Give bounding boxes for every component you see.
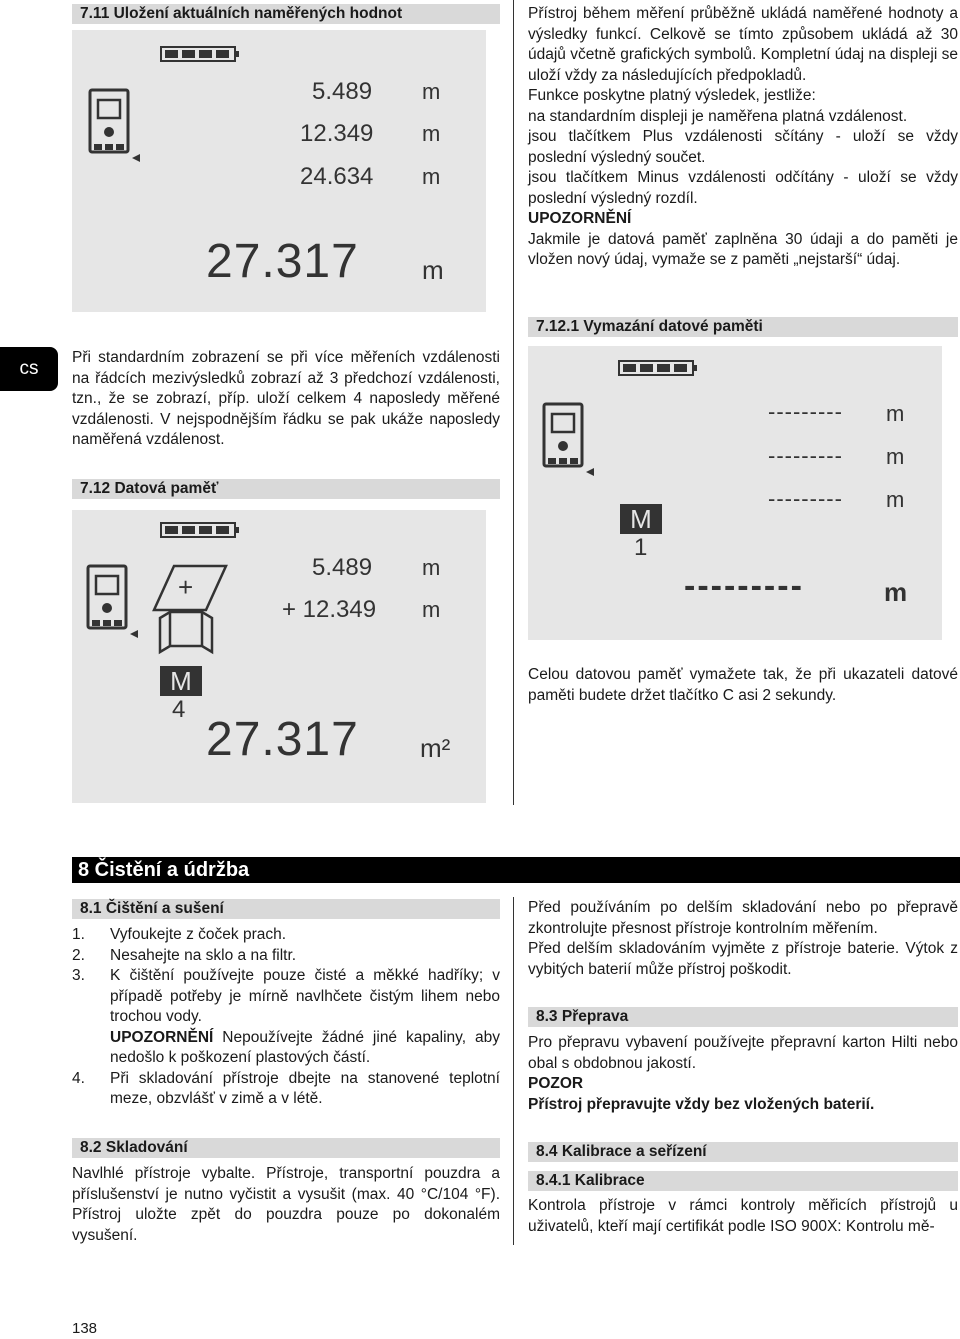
warning-label: POZOR [528,1075,584,1092]
cleaning-steps [72,925,500,1110]
memory-icon: M [160,666,202,696]
clear-memory-text: Celou datovou paměť vymažete tak, že při ukazateli datové paměti budete držet tlačítko C asi 2 sekundy. [528,666,958,704]
device-icon [86,88,142,168]
paragraph: Přístroj během měření průběžně ukládá naměřené hodnoty a výsledky funkcí. Celkově se tímto způsobem ukládá až 30 údajů včetně grafických symbolů. Kompletní údaj na displeji se uloží vždy za následujících předpokladů. [528,5,958,84]
section-7-12-1-heading: 7.12.1 Vymazání datové paměti [528,317,958,337]
display-line-2: + 12.349 [282,596,377,623]
memory-index: 1 [634,534,648,561]
page-number: 138 [72,1320,98,1337]
display-unit-2: m [422,597,441,622]
display-7-11 [72,30,486,312]
paragraph: jsou tlačítkem Minus vzdálenosti odčítány - uloží se vždy poslední výsledný rozdíl. [528,169,958,207]
display-unit-1: m [422,79,441,104]
display-unit-2: m [422,121,441,146]
section-8-heading: 8 Čistění a údržba [72,857,960,883]
list-item: 3. K čištění používejte pouze čisté a měkké hadříky; v případě potřeby je mírně navlhčete čistým lihem nebo trochou vody. UPOZORNĚNÍ Nepoužívejte žádné jiné kapaliny, aby nedošlo k poškození plastových částí. [72,967,500,1066]
device-icon [540,402,596,482]
empty-line-3: --------- [768,486,843,511]
memory-icon: M [620,504,662,534]
section-7-11-heading: 7.11 Uložení aktuálních naměřených hodnot [72,4,500,24]
storage-text: Navlhlé přístroje vybalte. Přístroje, transportní pouzdra a příslušenství je nutno vyčistit a vysušit (max. 40 °C/104 °F). Přístroj uložte zpět do pouzdra pouze po dokonalém vysušení. [72,1165,500,1244]
note-label: UPOZORNĚNÍ [528,210,632,227]
display-line-1: 5.489 [312,554,373,581]
right-top-text [528,4,958,271]
display-line-2: 12.349 [300,120,374,147]
paragraph: Funkce poskytne platný výsledek, jestliže: [528,87,816,104]
display-main-unit: m [422,255,444,285]
column-divider-top [513,0,514,805]
plus-symbol: + [178,572,194,602]
paragraph: na standardním displeji je naměřena platná vzdálenost. [528,107,908,125]
display-main-value: 27.317 [206,713,359,766]
display-unit-3: m [886,487,905,512]
warning-text: Přístroj přepravujte vždy bez vložených baterií. [528,1095,875,1113]
section-8-1-heading: 8.1 Čištění a sušení [72,899,500,919]
section-8-3-heading: 8.3 Přeprava [528,1007,958,1027]
display-main-value: 27.317 [206,235,359,288]
language-tab: cs [0,347,58,391]
memory-index: 4 [172,696,186,723]
empty-line-1: --------- [768,399,843,424]
display-7-12-1 [528,346,942,640]
paragraph: Pro přepravu vybavení používejte přepravní karton Hilti nebo obal s obdobnou jakostí. [528,1034,958,1072]
note-label: UPOZORNĚNÍ [110,1028,214,1046]
display-line-3: 24.634 [300,163,374,190]
section-7-12-heading: 7.12 Datová paměť [72,479,500,499]
battery-icon [160,522,240,538]
calibration-text: Kontrola přístroje v rámci kontroly měřicích přístrojů u uživatelů, kteří mají certifikát podle ISO 900X: Kontrolu mě- [528,1197,958,1235]
display-main-unit: m² [420,733,451,763]
battery-icon [160,46,240,62]
device-icon [84,564,140,644]
display-7-12 [72,510,486,803]
display-unit-2: m [886,444,905,469]
list-item: 2. Nesahejte na sklo a na filtr. [72,946,297,964]
wall-area-icon [156,610,216,656]
display-unit-1: m [422,555,441,580]
paragraph: Před delším skladováním vyjměte z přístroje baterie. Výtok z vybitých baterií může přístroj poškodit. [528,940,958,978]
column-divider-bottom [513,897,514,1245]
section-8-4-1-heading: 8.4.1 Kalibrace [528,1171,958,1191]
paragraph: Před používáním po delším skladování nebo po přepravě zkontrolujte přesnost přístroje kontrolním měřením. [528,899,958,937]
transport-text [528,1033,958,1115]
storage-right-text [528,898,958,980]
display-main-unit: m [884,577,908,607]
paragraph: jsou tlačítkem Plus vzdálenosti sčítány - uloží se vždy poslední výsledný součet. [528,128,958,166]
left-mid-text: Při standardním zobrazení se při více měřeních vzdálenosti na řádcích mezivýsledků zobrazí až 3 předchozí vzdálenosti, tzn., že se zobrazí, příp. uloží celkem 4 naposledy měřené vzdálenosti. V nejspodnějším řádku se pak ukáže naposledy naměřená vzdálenost. [72,349,500,448]
display-unit-1: m [886,401,905,426]
battery-icon [618,360,698,376]
empty-line-2: --------- [768,443,843,468]
list-item: 4. Při skladování přístroje dbejte na stanovené teplotní meze, obzvlášť v zimě a v létě. [72,1069,500,1107]
list-item: 1. Vyfoukejte z čoček prach. [72,926,287,943]
section-8-4-heading: 8.4 Kalibrace a seřízení [528,1142,958,1162]
display-unit-3: m [422,164,441,189]
empty-main-value: --------- [684,567,804,605]
note-text: Nepoužívejte žádné jiné kapaliny, aby nedošlo k poškození plastových částí. [110,1028,500,1066]
section-8-2-heading: 8.2 Skladování [72,1138,500,1158]
note-text: Jakmile je datová paměť zaplněna 30 údaji a do paměti je vložen nový údaj, vymaže se z paměti „nejstarší“ údaj. [528,230,958,268]
display-line-1: 5.489 [312,78,373,105]
